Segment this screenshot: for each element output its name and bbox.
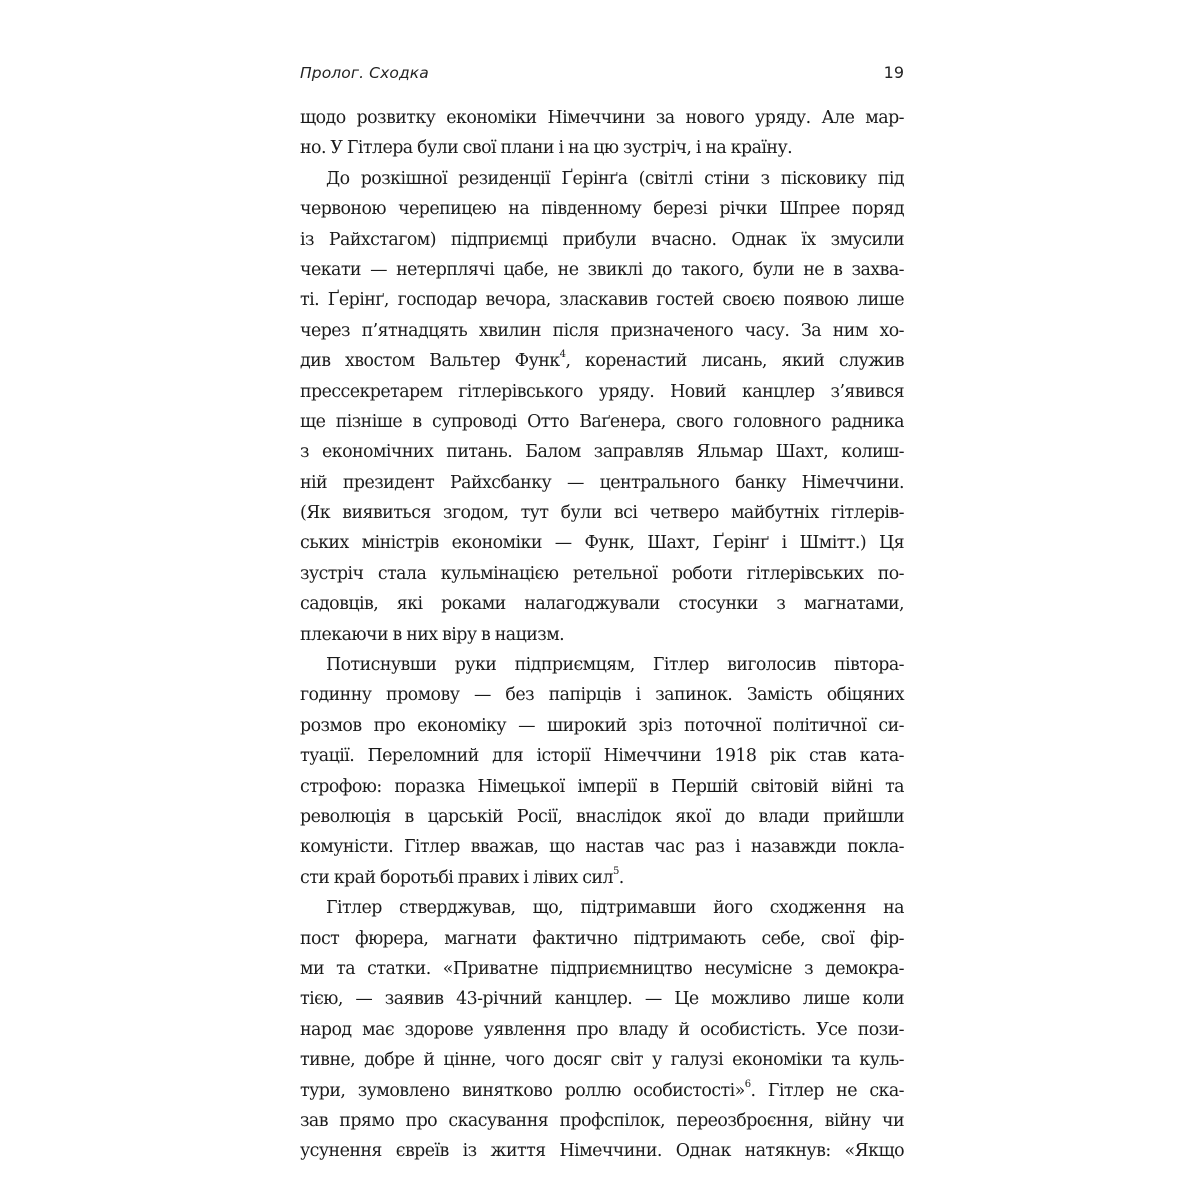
text-line [300, 1106, 904, 1136]
line-text: зав прямо про скасування профспілок, переозброєння, війну чи [300, 1110, 904, 1131]
line-text: тією, — заявив 43-річний канцлер. — Це можливо лише коли [300, 989, 904, 1010]
text-line [300, 346, 904, 376]
line-text: червоною черепицею на південному березі річки Шпрее поряд [300, 199, 904, 220]
line-text-continuation: . Гітлер не ска- [750, 1080, 905, 1101]
footnote-marker[interactable]: 5 [612, 865, 619, 877]
line-text: ських міністрів економіки — Функ, Шахт, Ґерінґ і Шмітт.) Ця [300, 533, 904, 554]
body-text [300, 103, 904, 1167]
text-line [300, 225, 904, 255]
line-text: строфою: поразка Німецької імперії в Першій світовій війні та [300, 776, 904, 797]
line-text: ми та статки. «Приватне підприємництво несумісне з демокра- [300, 958, 904, 979]
text-line [300, 650, 904, 680]
line-text: До розкішної резиденції Ґерінґа (світлі стіни з пісковику під [326, 168, 904, 189]
text-line [300, 893, 904, 923]
line-text: чекати — нетерплячі цабе, не звиклі до такого, були не в захва- [300, 259, 904, 280]
line-text: комуністи. Гітлер вважав, що настав час раз і назавжди покла- [300, 837, 904, 858]
text-line [300, 741, 904, 771]
line-text: годинну промову — без папірців і запинок. Замість обіцяних [300, 685, 904, 706]
line-text: тури, зумовлено винятково роллю особистості» [300, 1080, 745, 1101]
line-text: див хвостом Вальтер Функ [300, 351, 560, 372]
running-title: Пролог. Сходка [300, 64, 429, 82]
line-text: розмов про економіку — широкий зріз поточної політичної си- [300, 715, 904, 736]
text-line [300, 285, 904, 315]
text-line [300, 164, 904, 194]
line-text: зустріч стала кульмінацією ретельної роботи гітлерівських по- [300, 563, 904, 584]
text-line [300, 1045, 904, 1075]
text-line [300, 528, 904, 558]
line-text: сти край боротьбі правих і лівих сил [300, 867, 613, 888]
line-text: ще пізніше в супроводі Отто Ваґенера, свого головного радника [300, 411, 904, 432]
text-line [300, 1015, 904, 1045]
text-line [300, 1136, 904, 1166]
footnote-marker[interactable]: 6 [744, 1078, 751, 1090]
text-line [300, 194, 904, 224]
text-line [300, 924, 904, 954]
line-text-continuation: . [618, 867, 624, 888]
line-text: через п’ятнадцять хвилин після призначеного часу. За ним хо- [300, 320, 904, 341]
text-line [300, 832, 904, 862]
line-text: туації. Переломний для історії Німеччини 1918 рік став ката- [300, 746, 904, 767]
text-line [300, 589, 904, 619]
line-text-continuation: , коренастий лисань, який служив [565, 351, 904, 372]
text-line [300, 1076, 904, 1106]
line-text: ті. Ґерінґ, господар вечора, зласкавив гостей своєю появою лише [300, 290, 904, 311]
text-line [300, 559, 904, 589]
text-line [300, 377, 904, 407]
text-line [300, 407, 904, 437]
text-line [300, 802, 904, 832]
running-head [300, 60, 904, 90]
line-text: щодо розвитку економіки Німеччини за нового уряду. Але мар- [300, 108, 904, 128]
line-text: революція в царській Росії, внаслідок якої до влади прийшли [300, 806, 904, 827]
line-text: усунення євреїв із життя Німеччини. Однак натякнув: «Якщо [300, 1141, 904, 1162]
line-text: ній президент Райхсбанку — центрального банку Німеччини. [300, 472, 904, 493]
text-line [300, 255, 904, 285]
line-text: пост фюрера, магнати фактично підтримають себе, свої фір- [300, 928, 904, 949]
text-line [300, 468, 904, 498]
text-line [300, 863, 904, 893]
line-text: тивне, добре й цінне, чого досяг світ у галузі економіки та куль- [300, 1050, 904, 1071]
line-text: прессекретарем гітлерівського уряду. Новий канцлер з’явився [300, 381, 904, 402]
text-line [300, 954, 904, 984]
text-line [300, 103, 904, 133]
line-text: плекаючи в них віру в нацизм. [300, 624, 565, 645]
text-line [300, 316, 904, 346]
line-text: народ має здорове уявлення про владу й особистість. Усе пози- [300, 1019, 904, 1040]
page-number: 19 [883, 63, 904, 82]
text-line [300, 498, 904, 528]
text-line [300, 437, 904, 467]
line-text: із Райхстагом) підприємці прибули вчасно. Однак їх змусили [300, 229, 904, 250]
text-line [300, 680, 904, 710]
text-line [300, 620, 904, 650]
text-line [300, 772, 904, 802]
line-text: з економічних питань. Балом заправляв Яльмар Шахт, колиш- [300, 442, 904, 463]
text-line [300, 984, 904, 1014]
line-text: Гітлер стверджував, що, підтримавши його сходження на [326, 898, 904, 919]
text-line [300, 133, 904, 163]
line-text: садовців, які роками налагоджували стосунки з магнатами, [300, 594, 904, 615]
line-text: но. У Гітлера були свої плани і на цю зустріч, і на країну. [300, 138, 793, 159]
text-line [300, 711, 904, 741]
line-text: Потиснувши руки підприємцям, Гітлер виголосив півтора- [326, 655, 904, 676]
line-text: (Як виявиться згодом, тут були всі четверо майбутніх гітлерів- [300, 503, 904, 524]
footnote-marker[interactable]: 4 [559, 349, 566, 361]
